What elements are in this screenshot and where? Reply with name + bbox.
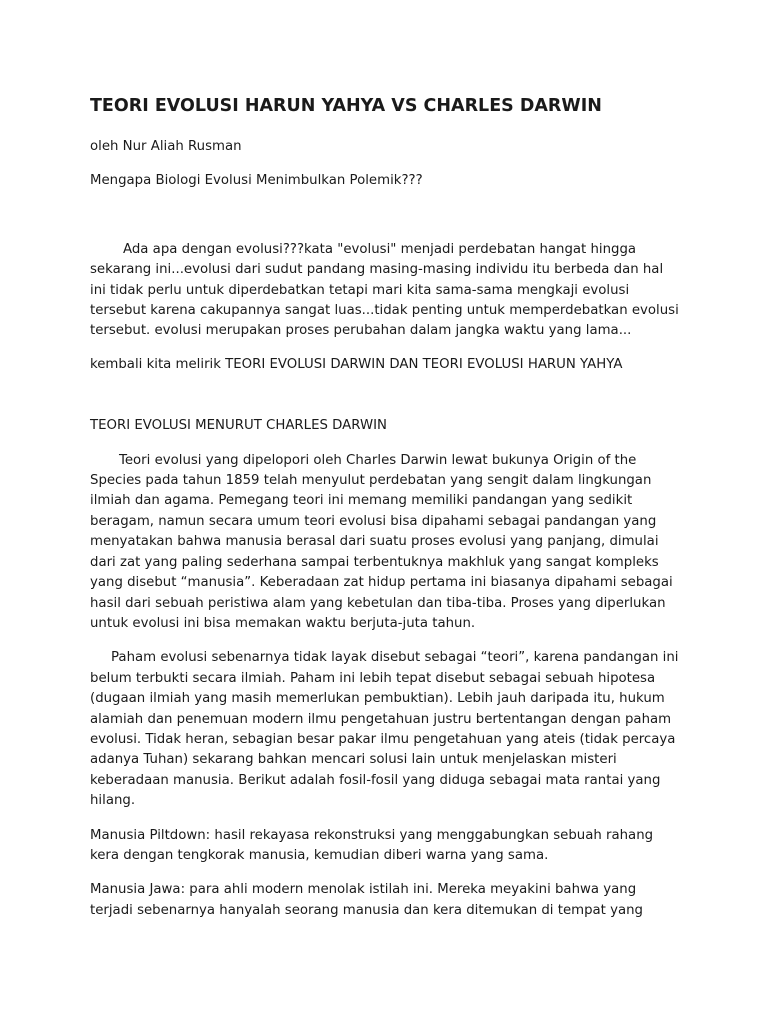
darwin-paragraph: Teori evolusi yang dipelopori oleh Charles Darwin lewat bukunya Origin of the Species pada tahun 1859 telah menyulut perdebatan yang sengit dalam lingkungan ilmiah dan agama. Pemegang teori ini memang memiliki pandangan yang sedikit beragam, namun secara umum teori evolusi bisa dipahami sebagai pandangan yang menyatakan bahwa manusia berasal dari suatu proses evolusi yang panjang, dimulai dari zat yang paling sederhana sampai terbentuknya makhluk yang sangat kompleks yang disebut “manusia”. Keberadaan zat hidup pertama ini biasanya dipahami sebagai hasil dari sebuah peristiwa alam yang kebetulan dan tiba-tiba. Proses yang diperlukan untuk evolusi ini bisa memakan waktu berjuta-juta tahun. — [90, 452, 673, 631]
document-title: TEORI EVOLUSI HARUN YAHYA VS CHARLES DARWIN — [90, 96, 602, 116]
author-line: oleh Nur Aliah Rusman — [90, 139, 242, 154]
intro-paragraph: Ada apa dengan evolusi???kata "evolusi" menjadi perdebatan hangat hingga sekarang ini...evolusi dari sudut pandang masing-masing individu itu berbeda dan hal ini tidak perlu untuk diperdebatkan tetapi mari kita sama-sama mengkaji evolusi tersebut karena cakupannya sangat luas...tidak penting untuk memperdebatkan evolusi tersebut. evolusi merupakan proses perubahan dalam jangka waktu yang lama... — [90, 241, 679, 339]
paham-evolusi-paragraph: Paham evolusi sebenarnya tidak layak disebut sebagai “teori”, karena pandangan ini belum terbukti secara ilmiah. Paham ini lebih tepat disebut sebagai sebuah hipotesa (dugaan ilmiah yang masih memerlukan pembuktian). Lebih jauh daripada itu, hukum alamiah dan penemuan modern ilmu pengetahuan justru bertentangan dengan paham evolusi. Tidak heran, sebagian besar pakar ilmu pengetahuan yang ateis (tidak percaya adanya Tuhan) sekarang bahkan mencari solusi lain untuk menjelaskan misteri keberadaan manusia. Berikut adalah fosil-fosil yang diduga sebagai mata rantai yang hilang. — [90, 650, 679, 809]
piltdown-paragraph: Manusia Piltdown: hasil rekayasa rekonstruksi yang menggabungkan sebuah rahang kera dengan tengkorak manusia, kemudian diberi warna yang sama. — [90, 827, 654, 863]
jawa-paragraph: Manusia Jawa: para ahli modern menolak istilah ini. Mereka meyakini bahwa yang terjadi sebenarnya hanyalah seorang manusia dan kera ditemukan di tempat yang — [90, 882, 643, 918]
look-back-paragraph: kembali kita melirik TEORI EVOLUSI DARWIN DAN TEORI EVOLUSI HARUN YAHYA — [90, 356, 623, 372]
subtitle-question: Mengapa Biologi Evolusi Menimbulkan Polemik??? — [90, 173, 423, 189]
document-page — [90, 92, 680, 921]
section-heading-darwin: TEORI EVOLUSI MENURUT CHARLES DARWIN — [90, 418, 387, 434]
